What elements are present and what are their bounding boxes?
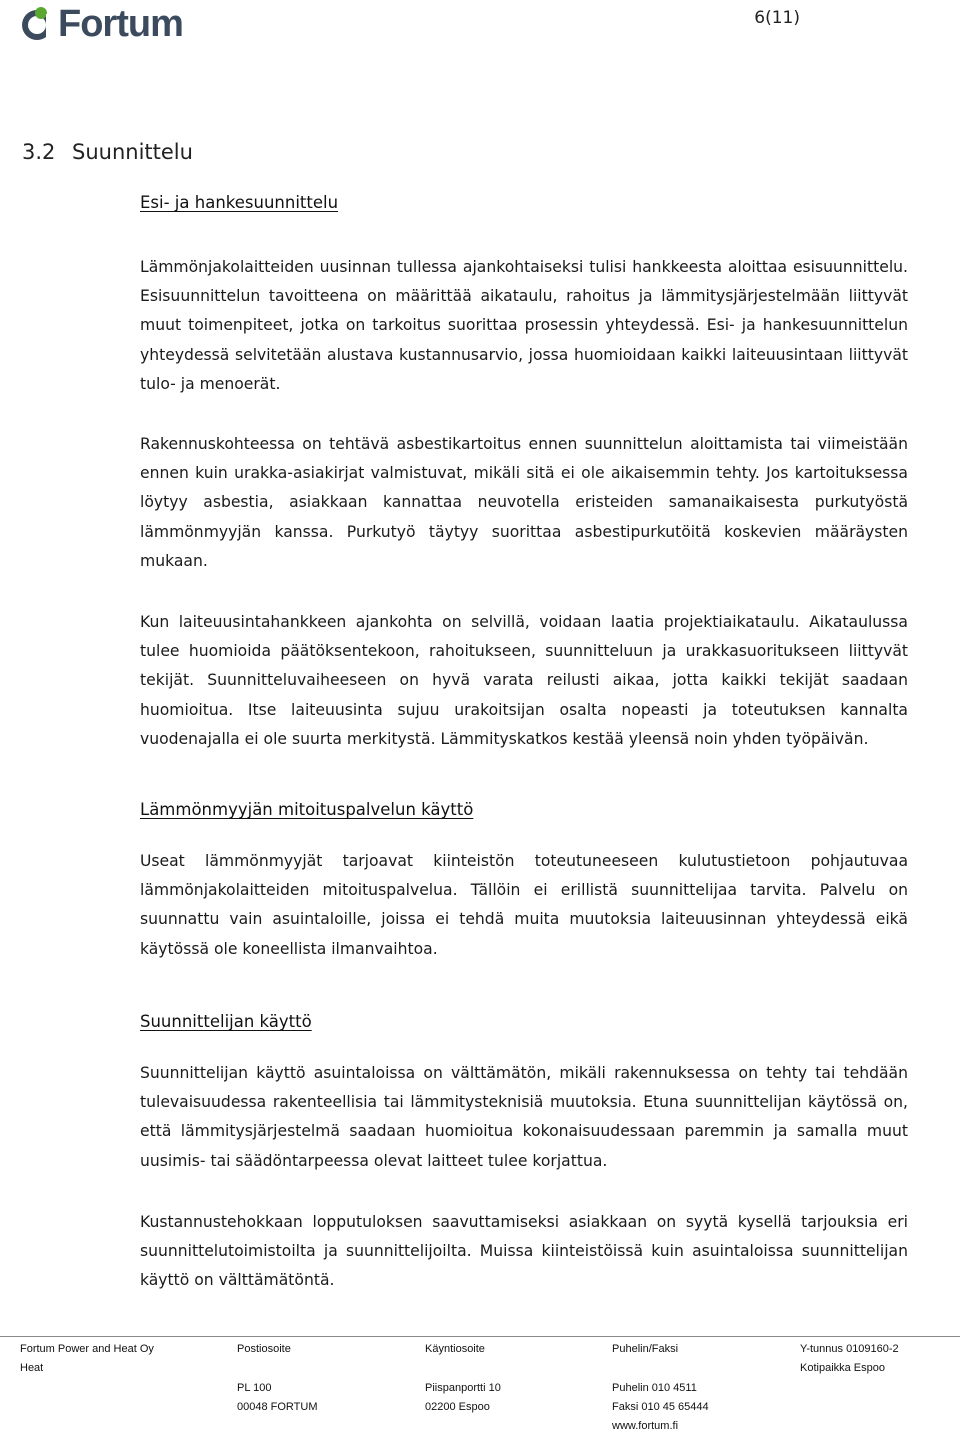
section-number: 3.2 (22, 140, 56, 164)
footer-postal-line2: 00048 FORTUM (237, 1401, 318, 1413)
fortum-logo (20, 4, 183, 44)
footer-visit-line1: Piispanportti 10 (425, 1382, 501, 1394)
section-heading (22, 140, 193, 164)
section-title: Suunnittelu (72, 140, 193, 164)
subheading-mitoituspalvelu: Lämmönmyyjän mitoituspalvelun käyttö (140, 800, 474, 819)
paragraph-mitoituspalvelu: Useat lämmönmyyjät tarjoavat kiinteistön toteutuneeseen kulutustietoon pohjautuvaa lämmönjakolaitteiden mitoituspalvelua. Tällöin ei erillistä suunnittelijaa tarvita. Palvelu on suunnattu vain asuintaloille, joissa ei tehdä muita muutoksia laiteuusinnan yhteydessä eikä käytössä ole koneellista ilmanvaihtoa. (140, 852, 908, 958)
footer-divider (0, 1336, 960, 1337)
subheading-suunnittelijan-kaytto: Suunnittelijan käyttö (140, 1012, 312, 1031)
footer-fax: Faksi 010 45 65444 (612, 1401, 709, 1413)
footer-visit-label: Käyntiosoite (425, 1343, 485, 1355)
footer-postal-label: Postiosoite (237, 1343, 291, 1355)
footer-company-line1: Fortum Power and Heat Oy (20, 1343, 154, 1355)
subheading-esi-ja-hankesuunnittelu: Esi- ja hankesuunnittelu (140, 193, 339, 212)
paragraph-suunnittelijan-kaytto: Suunnittelijan käyttö asuintaloissa on välttämätön, mikäli rakennuksessa on tehty tai tehdään tulevaisuudessa rakenteellisia tai lämmitysteknisiä muutoksia. Etuna suunnittelijan käytössä on, että lämmitysjärjestelmä saadaan huomioitua kokonaisuudessaan paremmin ja samalla muut uusimis- tai säädöntarpeessa olevat laitteet tulee korjattua. (140, 1064, 908, 1170)
footer-postal-line1: PL 100 (237, 1382, 272, 1394)
footer-visit-line2: 02200 Espoo (425, 1401, 490, 1413)
paragraph-esisuunnittelu: Lämmönjakolaitteiden uusinnan tullessa ajankohtaiseksi tulisi hankkeesta aloittaa esisuunnittelu. Esisuunnittelun tavoitteena on määrittää aikataulu, rahoitus ja lämmitysjärjestelmään liittyvät muut toimenpiteet, jotka on tarkoitus suorittaa prosessin yhteydessä. Esi- ja hankesuunnittelun yhteydessä selvitetään alustava kustannusarvio, jossa huomioidaan kaikki laiteuusintaan liittyvät tulo- ja menoerät. (140, 258, 908, 393)
paragraph-kustannustehokkuus: Kustannustehokkaan lopputuloksen saavuttamiseksi asiakkaan on syytä kysellä tarjouksia eri suunnittelutoimistoilta ja suunnittelijoilta. Muissa kiinteistöissä kuin asuintaloissa suunnittelijan käyttö on välttämätöntä. (140, 1213, 908, 1290)
footer-company-line2: Heat (20, 1362, 44, 1374)
paragraph-asbestikartoitus: Rakennuskohteessa on tehtävä asbestikartoitus ennen suunnittelun aloittamista tai viimeistään ennen kuin urakka-asiakirjat valmistuvat, mikäli sitä ei ole aikaisemmin tehty. Jos kartoituksessa löytyy asbestia, asiakkaan kannattaa neuvotella eristeiden samanaikaisesta purkutyöstä lämmönmyyjän kanssa. Purkutyö täytyy suorittaa asbestipurkutöitä koskevien määräysten mukaan. (140, 435, 908, 570)
logo-text: Fortum (58, 3, 183, 45)
footer-domicile: Kotipaikka Espoo (800, 1362, 885, 1374)
fortum-logo-icon (20, 4, 56, 44)
paragraph-aikataulu: Kun laiteuusintahankkeen ajankohta on selvillä, voidaan laatia projektiaikataulu. Aikataulussa tulee huomioida päätöksentekoon, rahoitukseen, suunnitteluun ja urakkasuoritukseen liittyvät tekijät. Suunnitteluvaiheeseen on hyvä varata reilusti aikaa, jotta kaikki tekijät saadaan huomioitua. Itse laiteuusinta sujuu urakoitsijan osalta nopeasti ja toteutuksen kannalta vuodenajalla ei ole suurta merkitystä. Lämmityskatkos kestää yleensä noin yhden työpäivän. (140, 613, 908, 748)
page-number: 6(11) (754, 8, 800, 28)
footer-phone: Puhelin 010 4511 (612, 1382, 697, 1394)
footer-website-link[interactable]: www.fortum.fi (612, 1420, 679, 1432)
footer-phone-label: Puhelin/Faksi (612, 1343, 679, 1355)
footer-business-id: Y-tunnus 0109160-2 (800, 1343, 899, 1355)
